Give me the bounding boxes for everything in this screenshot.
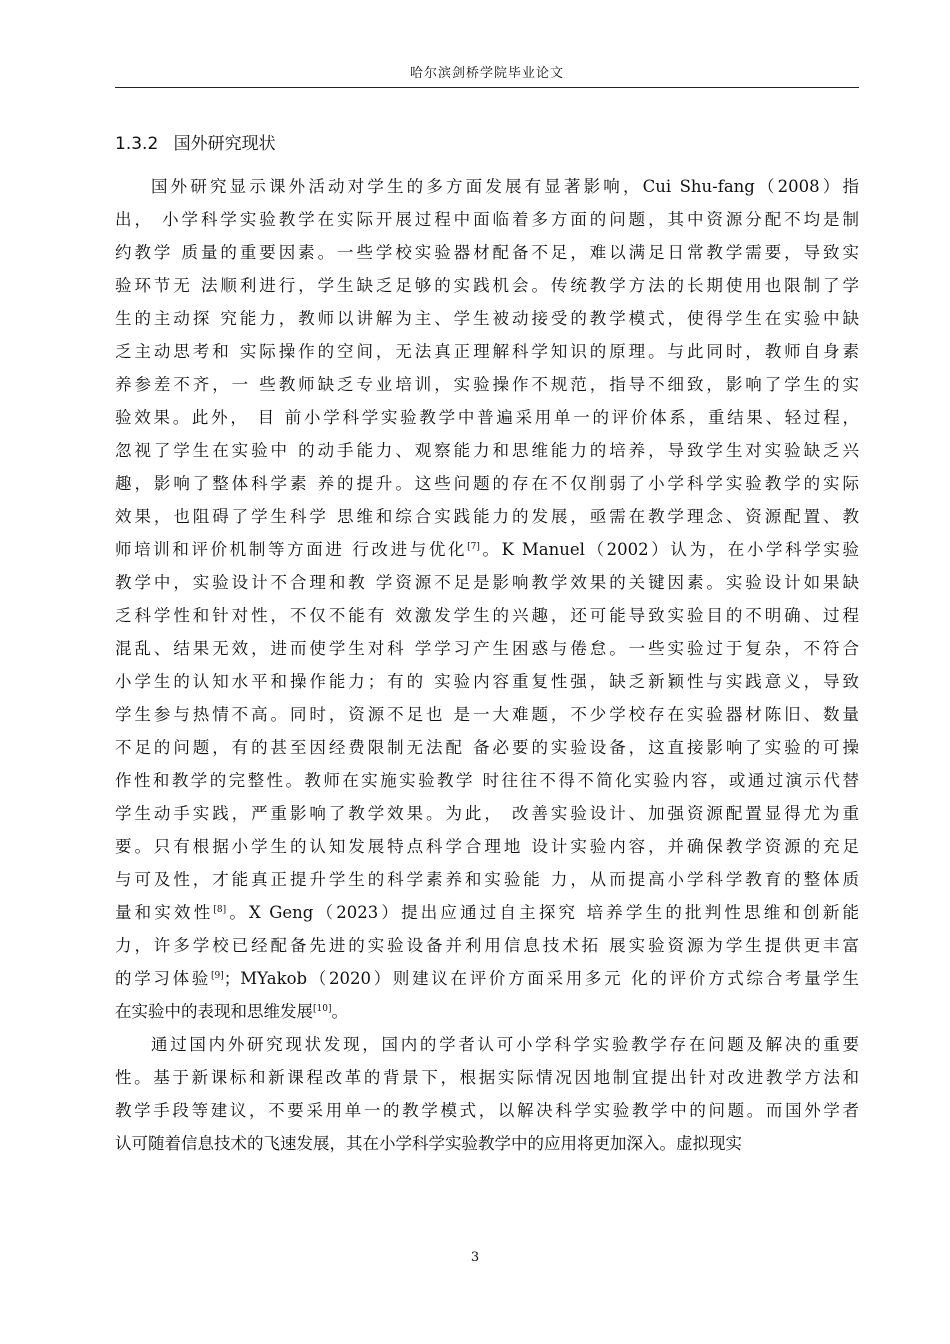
- section-title: 国外研究现状: [173, 134, 276, 154]
- line-text: 力，许多学校已经配备先进的实验设备并利用信息技术拓 展实验资源为学生提供更丰富: [115, 936, 859, 955]
- line-text: 。K Manuel（2002）认为，在小学科学实验: [479, 540, 859, 559]
- citation-ref: [10]: [313, 1004, 332, 1014]
- citation-ref: [7]: [467, 542, 480, 552]
- line-text: 通过国内外研究现状发现，国内的学者认可小学科学实验教学存在问题及解决的重要: [151, 1035, 859, 1054]
- line-text: 效果，也阻碍了学生科学 思维和综合实践能力的发展，亟需在教学理念、资源配置、教: [115, 507, 859, 526]
- line-text: 乏主动思考和 实际操作的空间，无法真正理解科学知识的原理。与此同时，教师自身素: [115, 342, 859, 361]
- paragraph-2-line: [115, 1028, 859, 1061]
- paragraph-1-line: [115, 302, 859, 335]
- line-text: 养参差不齐，一 些教师缺乏专业培训，实验操作不规范，指导不细致，影响了学生的实: [115, 375, 859, 394]
- line-text: 性。基于新课标和新课程改革的背景下，根据实际情况因地制宜提出针对改进教学方法和: [115, 1068, 859, 1087]
- paragraph-1-line: [115, 269, 859, 302]
- line-text: 学生参与热情不高。同时，资源不足也 是一大难题，不少学校存在实验器材陈旧、数量: [115, 705, 859, 724]
- paragraph-1-line: [115, 434, 859, 467]
- line-text: 。X Geng（2023）提出应通过自主探究 培养学生的批判性思维和创新能: [226, 903, 859, 922]
- line-text: 在实验中的表现和思维发展: [115, 1002, 313, 1021]
- line-text: 趣，影响了整体科学素 养的提升。这些问题的存在不仅削弱了小学科学实验教学的实际: [115, 474, 859, 493]
- paragraph-1-line: [115, 236, 859, 269]
- line-text: 教学手段等建议，不要采用单一的教学模式，以解决科学实验教学中的问题。而国外学者: [115, 1101, 859, 1120]
- paragraph-1-line: [115, 731, 859, 764]
- paragraph-1-line: [115, 995, 859, 1028]
- line-text: 验效果。此外， 目 前小学科学实验教学中普遍采用单一的评价体系，重结果、轻过程，: [115, 408, 859, 427]
- paragraph-1-line: [115, 599, 859, 632]
- paragraph-1-line: [115, 533, 859, 566]
- line-text: 国外研究显示课外活动对学生的多方面发展有显著影响，Cui Shu-fang（2008）指: [151, 177, 859, 196]
- paragraph-1-line: [115, 500, 859, 533]
- paragraph-1-line: [115, 467, 859, 500]
- paragraph-1-line: [115, 401, 859, 434]
- paragraph-1-line: [115, 368, 859, 401]
- line-text: 不足的问题，有的甚至因经费限制无法配 备必要的实验设备，这直接影响了实验的可操: [115, 738, 859, 757]
- paragraph-1-line: [115, 698, 859, 731]
- line-text: 验环节无 法顺利进行，学生缺乏足够的实践机会。传统教学方法的长期使用也限制了学: [115, 276, 859, 295]
- section-heading: [115, 129, 276, 154]
- line-text: 混乱、结果无效，进而使学生对科 学学习产生困惑与倦怠。一些实验过于复杂，不符合: [115, 639, 859, 658]
- body-text: [115, 170, 859, 1160]
- paragraph-1-line: [115, 764, 859, 797]
- paragraph-1-line: [115, 830, 859, 863]
- line-text: 量和实效性: [115, 903, 214, 922]
- paragraph-2-line: [115, 1061, 859, 1094]
- line-text: 出， 小学科学实验教学在实际开展过程中面临着多方面的问题，其中资源分配不均是制: [115, 210, 859, 229]
- line-text: 要。只有根据小学生的认知发展特点科学合理地 设计实验内容，并确保教学资源的充足: [115, 837, 859, 856]
- line-text: 与可及性，才能真正提升学生的科学素养和实验能 力，从而提高小学科学教育的整体质: [115, 870, 859, 889]
- page-header: 哈尔滨剑桥学院毕业论文: [409, 66, 564, 81]
- paragraph-1-line: [115, 203, 859, 236]
- paragraph-1-line: [115, 896, 859, 929]
- header-divider: [115, 87, 859, 88]
- line-text: 教学中，实验设计不合理和教 学资源不足是影响教学效果的关键因素。实验设计如果缺: [115, 573, 859, 592]
- paragraph-1-line: [115, 632, 859, 665]
- paragraph-1-line: [115, 797, 859, 830]
- citation-ref: [8]: [213, 905, 227, 915]
- citation-ref: [9]: [211, 971, 224, 981]
- section-number: 1.3.2: [115, 134, 159, 154]
- paragraph-1-line: [115, 335, 859, 368]
- line-text: 认可随着信息技术的飞速发展，其在小学科学实验教学中的应用将更加深入。虚拟现实: [115, 1134, 742, 1153]
- line-text: 生的主动探 究能力，教师以讲解为主、学生被动接受的教学模式，使得学生在实验中缺: [115, 309, 859, 328]
- line-text: 小学生的认知水平和操作能力；有的 实验内容重复性强，缺乏新颖性与实践意义，导致: [115, 672, 859, 691]
- line-text: 乏科学性和针对性，不仅不能有 效激发学生的兴趣，还可能导致实验目的不明确、过程: [115, 606, 859, 625]
- line-text: 作性和教学的完整性。教师在实施实验教学 时往往不得不简化实验内容，或通过演示代替: [115, 771, 859, 790]
- paragraph-1-line: [115, 665, 859, 698]
- paragraph-2-line: [115, 1094, 859, 1127]
- paragraph-2: [115, 1028, 859, 1160]
- paragraph-1-line: [115, 566, 859, 599]
- line-text: 忽视了学生在实验中 的动手能力、观察能力和思维能力的培养，导致学生对实验缺乏兴: [115, 441, 859, 460]
- paragraph-1-line: [115, 962, 859, 995]
- line-text: 。: [331, 1002, 348, 1021]
- line-text: 学生动手实践，严重影响了教学效果。为此， 改善实验设计、加强资源配置显得尤为重: [115, 804, 859, 823]
- page-number: 3: [470, 1250, 480, 1265]
- paragraph-1-line: [115, 929, 859, 962]
- paragraph-1-line: [115, 170, 859, 203]
- line-text: ；MYakob（2020）则建议在评价方面采用多元 化的评价方式综合考量学生: [223, 969, 859, 988]
- paragraph-2-line: [115, 1127, 859, 1160]
- paragraph-1-line: [115, 863, 859, 896]
- line-text: 师培训和评价机制等方面进 行改进与优化: [115, 540, 468, 559]
- paragraph-1: [115, 170, 859, 1028]
- line-text: 约教学 质量的重要因素。一些学校实验器材配备不足，难以满足日常教学需要，导致实: [115, 243, 859, 262]
- line-text: 的学习体验: [115, 969, 212, 988]
